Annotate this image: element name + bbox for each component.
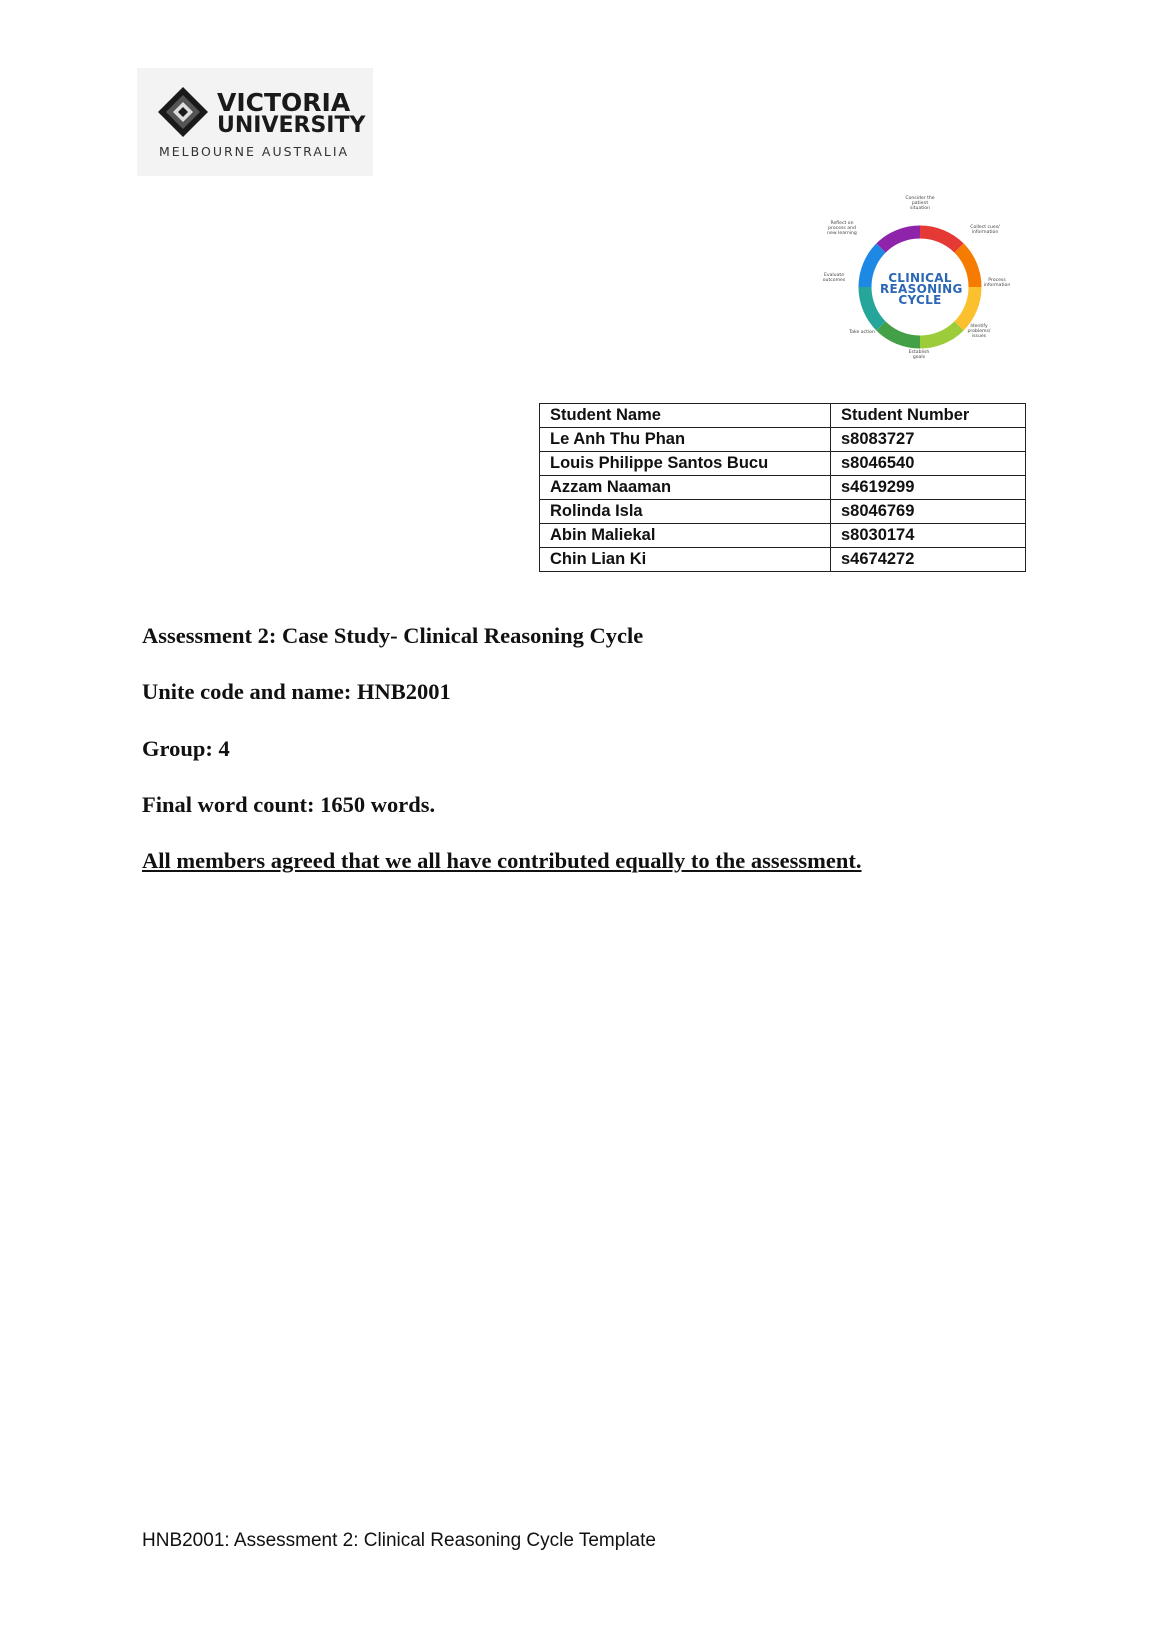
cycle-title: CLINICAL REASONING CYCLE [880, 271, 963, 307]
logo-text-university: UNIVERSITY [217, 113, 366, 138]
student-number: s4674272 [831, 548, 1026, 572]
cycle-step-take-action: Take action [849, 330, 875, 335]
clinical-reasoning-cycle-diagram [820, 196, 1020, 380]
student-name: Azzam Naaman [540, 476, 831, 500]
cycle-step-consider: Consider the patient situation [905, 196, 935, 211]
cycle-step-reflect: Reflect on process and new learning [827, 221, 857, 236]
university-logo [137, 68, 373, 176]
student-number: s8030174 [831, 524, 1026, 548]
cycle-step-collect: Collect cues/ information [970, 225, 1000, 235]
page-footer: HNB2001: Assessment 2: Clinical Reasoning Cycle Template [142, 1530, 656, 1551]
table-row [540, 452, 1026, 476]
column-header-name: Student Name [540, 404, 831, 428]
student-name: Louis Philippe Santos Bucu [540, 452, 831, 476]
cycle-step-evaluate: Evaluate outcomes [822, 273, 846, 283]
table-row [540, 500, 1026, 524]
student-table [539, 403, 1026, 572]
group-line: Group: 4 [142, 736, 230, 761]
assessment-title: Assessment 2: Case Study- Clinical Reasoning Cycle [142, 623, 644, 648]
cycle-step-establish: Establish goals [908, 350, 930, 360]
table-row [540, 476, 1026, 500]
student-name: Chin Lian Ki [540, 548, 831, 572]
table-row [540, 428, 1026, 452]
student-number: s8046769 [831, 500, 1026, 524]
logo-text-location: MELBOURNE AUSTRALIA [159, 144, 350, 159]
student-name: Abin Maliekal [540, 524, 831, 548]
student-name: Rolinda Isla [540, 500, 831, 524]
word-count-line: Final word count: 1650 words. [142, 792, 436, 817]
table-row [540, 548, 1026, 572]
unit-code-line: Unite code and name: HNB2001 [142, 679, 451, 704]
column-header-number: Student Number [831, 404, 1026, 428]
agreement-statement: All members agreed that we all have contributed equally to the assessment. [142, 848, 862, 873]
table-row [540, 524, 1026, 548]
student-number: s8083727 [831, 428, 1026, 452]
table-header-row [540, 404, 1026, 428]
student-name: Le Anh Thu Phan [540, 428, 831, 452]
logo-text-victoria: VICTORIA [217, 88, 351, 117]
student-number: s8046540 [831, 452, 1026, 476]
cycle-step-identify: Identify problems/ issues [967, 324, 991, 339]
student-number: s4619299 [831, 476, 1026, 500]
diamond-logo-icon [157, 86, 209, 138]
cycle-step-process: Process information [983, 278, 1011, 288]
